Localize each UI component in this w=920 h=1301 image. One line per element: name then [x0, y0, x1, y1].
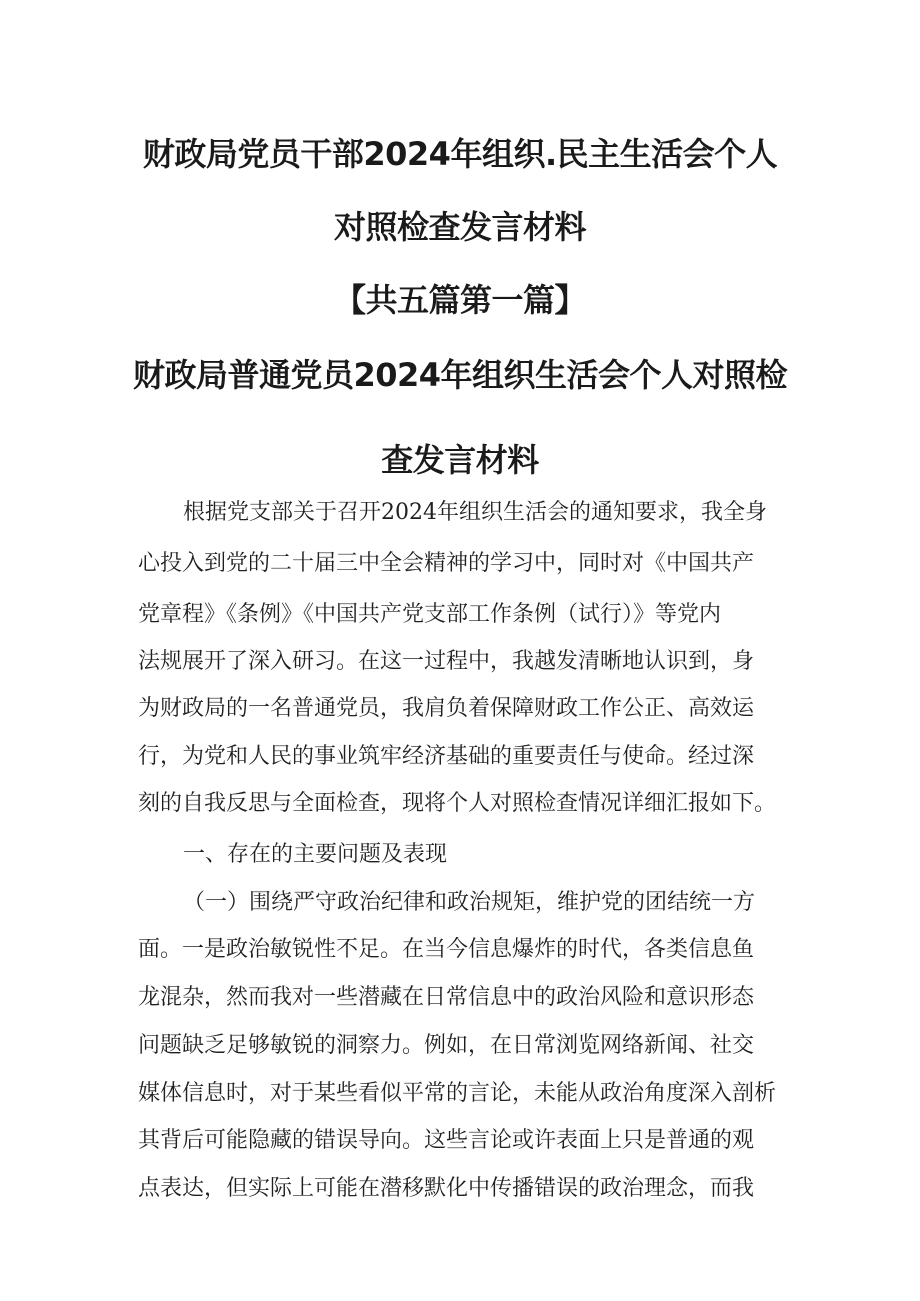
paragraph-line: 点表达，但实际上可能在潜移默化中传播错误的政治理念，而我 — [138, 1176, 755, 1201]
paragraph-line: 刻的自我反思与全面检查，现将个人对照检查情况详细汇报如下。 — [138, 791, 777, 816]
subsection-heading-line: （一）围绕严守政治纪律和政治规矩，维护党的团结统一方 — [183, 890, 756, 915]
paragraph-line: 龙混杂，然而我对一些潜藏在日常信息中的政治风险和意识形态 — [138, 985, 755, 1010]
paragraph-line: 面。一是政治敏锐性不足。在当今信息爆炸的时代，各类信息鱼 — [138, 937, 755, 962]
paragraph-line: 心投入到党的二十届三中全会精神的学习中，同时对《中国共产 — [138, 551, 755, 576]
document-title-line-1: 财政局党员干部2024年组织.民主生活会个人 — [142, 135, 778, 173]
paragraph-line: 媒体信息时，对于某些看似平常的言论，未能从政治角度深入剖析 — [138, 1081, 777, 1106]
document-subtitle-line-2: 查发言材料 — [381, 441, 539, 479]
document-subtitle-part: 【共五篇第一篇】 — [333, 281, 586, 319]
section-heading: 一、存在的主要问题及表现 — [183, 842, 448, 867]
document-title-line-2: 对照检查发言材料 — [333, 208, 586, 246]
paragraph-line: 法规展开了深入研习。在这一过程中，我越发清晰地认识到，身 — [138, 649, 755, 674]
document-subtitle-line-1: 财政局普通党员2024年组织生活会个人对照检 — [132, 356, 788, 394]
paragraph-line: 行，为党和人民的事业筑牢经济基础的重要责任与使命。经过深 — [138, 744, 755, 769]
paragraph-line: 为财政局的一名普通党员，我肩负着保障财政工作公正、高效运 — [138, 696, 755, 721]
paragraph-line: 党章程》《条例》《中国共产党支部工作条例（试行）》等党内 — [138, 602, 722, 627]
paragraph-line: 根据党支部关于召开2024年组织生活会的通知要求，我全身 — [183, 500, 767, 525]
paragraph-line: 问题缺乏足够敏锐的洞察力。例如，在日常浏览网络新闻、社交 — [138, 1033, 755, 1058]
paragraph-line: 其背后可能隐藏的错误导向。这些言论或许表面上只是普通的观 — [138, 1128, 755, 1153]
